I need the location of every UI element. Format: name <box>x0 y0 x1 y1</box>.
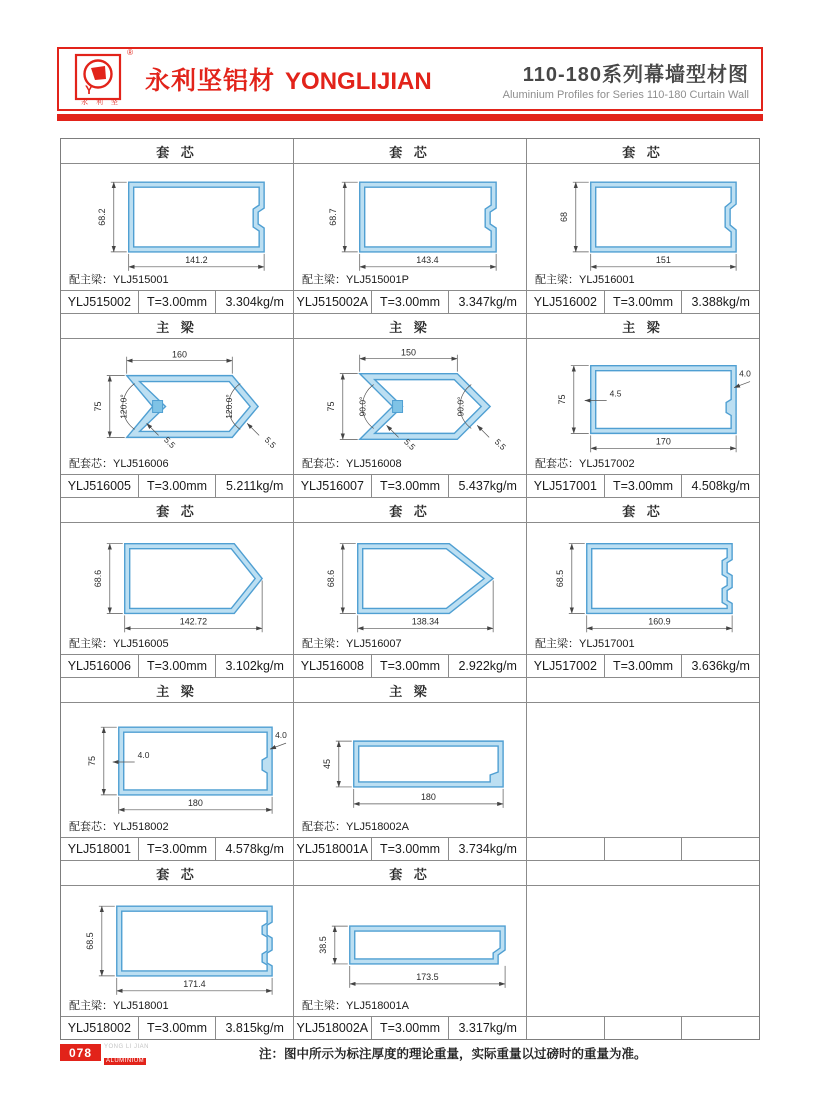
model-cell: YLJ516006 <box>67 659 131 673</box>
page-subtitle: Aluminium Profiles for Series 110-180 Curtain Wall <box>502 88 749 101</box>
page-title: 110-180系列幕墙型材图 <box>522 63 749 86</box>
footer-brand-line2: ALUMINIUM <box>106 1058 145 1064</box>
weight-cell <box>681 1017 759 1039</box>
thickness-cell: T=3.00mm <box>138 475 216 497</box>
profile-cell-ylj518002 <box>61 861 293 1039</box>
brand-name-en: YONGLIJIAN <box>285 68 432 95</box>
dim-height: 45 <box>321 759 332 770</box>
dim-width: 171.4 <box>183 978 206 989</box>
model-cell: YLJ516002 <box>533 295 597 309</box>
profile-drawing <box>61 339 293 474</box>
spec-row <box>294 290 526 313</box>
grid-row-5 <box>61 860 759 1039</box>
footer-note: 注：图中所示为标注厚度的理论重量，实际重量以过磅时的重量为准。 <box>259 1047 647 1061</box>
model-cell: YLJ516007 <box>300 479 364 493</box>
mate-note: 配主梁：YLJ517001 <box>535 638 635 650</box>
thickness-cell: T=3.00mm <box>371 1017 449 1039</box>
thickness-cell: T=3.00mm <box>138 1017 216 1039</box>
dim-angle-right: 120.0° <box>224 394 235 419</box>
profile-cell-ylj518001a <box>293 678 526 860</box>
dim-top-width: 160 <box>172 349 187 360</box>
mate-note: 配套芯：YLJ516006 <box>69 458 169 470</box>
model-cell: YLJ516005 <box>67 479 131 493</box>
thickness-cell: T=3.00mm <box>138 291 216 313</box>
mate-note: 配主梁：YLJ516005 <box>69 638 169 650</box>
model-cell: YLJ517001 <box>533 479 597 493</box>
brand-logo-icon <box>73 48 133 106</box>
cell-title: 主 梁 <box>61 678 293 703</box>
profile-cell-ylj516008 <box>293 498 526 677</box>
dim-height: 68.2 <box>96 208 107 226</box>
brand-name-cn: 永利坚铝材 <box>145 67 276 95</box>
dim-angle-left: 120.0° <box>118 394 129 419</box>
profile-cell-empty-2 <box>526 861 759 1039</box>
mate-note: 配主梁：YLJ515001 <box>69 274 169 286</box>
weight-cell: 3.304kg/m <box>215 291 293 313</box>
thickness-cell <box>604 838 682 860</box>
dim-height: 75 <box>86 756 97 767</box>
dim-top-width: 150 <box>401 347 416 358</box>
thickness-cell: T=3.00mm <box>604 475 682 497</box>
dim-width: 138.34 <box>411 616 440 627</box>
dim-height: 68.7 <box>327 208 338 226</box>
dim-angle-right: 90.0° <box>455 396 466 417</box>
spec-row <box>527 290 759 313</box>
page-number-badge: 078 <box>60 1044 101 1061</box>
dim-width: 180 <box>187 797 203 808</box>
weight-cell: 3.347kg/m <box>448 291 526 313</box>
spec-row <box>61 1016 293 1039</box>
header-red-bar <box>57 114 763 121</box>
profile-drawing <box>61 164 293 290</box>
cell-title: 套 芯 <box>527 139 759 164</box>
mate-note: 配主梁：YLJ516001 <box>535 274 635 286</box>
dim-thickness-right: 4.0 <box>739 368 751 379</box>
weight-cell: 3.317kg/m <box>448 1017 526 1039</box>
dim-height: 75 <box>92 401 103 412</box>
cell-title: 主 梁 <box>61 314 293 339</box>
profile-drawing <box>527 339 759 474</box>
dim-width: 151 <box>655 254 671 265</box>
profile-drawing <box>294 523 526 654</box>
mate-note: 配套芯：YLJ517002 <box>535 458 635 470</box>
dim-width: 180 <box>420 791 436 802</box>
spec-row <box>294 654 526 677</box>
footer <box>60 1044 760 1066</box>
logo-small-chars: 永 利 坚 <box>81 99 121 106</box>
mate-note: 配主梁：YLJ518001A <box>302 1000 409 1012</box>
thickness-cell: T=3.00mm <box>138 838 216 860</box>
cell-title <box>527 861 759 886</box>
weight-cell: 4.578kg/m <box>215 838 293 860</box>
cell-title: 套 芯 <box>61 498 293 523</box>
weight-cell: 5.437kg/m <box>448 475 526 497</box>
mate-note: 配套芯：YLJ518002 <box>69 821 169 833</box>
dim-thickness-right: 4.0 <box>275 730 287 741</box>
cell-title <box>527 678 759 703</box>
mate-note: 配套芯：YLJ518002A <box>302 821 409 833</box>
dim-thickness-left: 4.0 <box>137 750 150 761</box>
registered-mark: ® <box>127 48 133 57</box>
grid-row-4 <box>61 677 759 860</box>
profile-cell-ylj515002 <box>61 139 293 313</box>
spec-row <box>61 837 293 860</box>
dim-height: 75 <box>325 401 336 412</box>
cell-title: 主 梁 <box>527 314 759 339</box>
profile-drawing <box>61 523 293 654</box>
model-cell: YLJ518002 <box>67 1021 131 1035</box>
mate-note: 配套芯：YLJ516008 <box>302 458 402 470</box>
header <box>57 47 763 111</box>
profile-cell-ylj518002a <box>293 861 526 1039</box>
profile-drawing-empty <box>527 886 759 1016</box>
dim-width: 173.5 <box>416 971 439 982</box>
dim-width: 170 <box>655 436 671 447</box>
model-cell: YLJ517002 <box>533 659 597 673</box>
dim-width: 143.4 <box>416 254 439 265</box>
weight-cell: 3.734kg/m <box>448 838 526 860</box>
spec-row <box>294 837 526 860</box>
cell-title: 套 芯 <box>294 861 526 886</box>
spec-row <box>527 654 759 677</box>
profile-grid <box>60 138 760 1040</box>
dim-wall-left: 5.5 <box>162 434 178 451</box>
profile-drawing <box>294 339 526 474</box>
model-cell: YLJ515002 <box>67 295 131 309</box>
weight-cell: 3.815kg/m <box>215 1017 293 1039</box>
profile-cell-ylj517001 <box>526 314 759 497</box>
thickness-cell <box>604 1017 682 1039</box>
cell-title: 套 芯 <box>294 139 526 164</box>
cell-title: 套 芯 <box>61 139 293 164</box>
model-cell: YLJ518001A <box>296 842 369 856</box>
dim-thickness-left: 4.5 <box>609 388 622 399</box>
profile-drawing <box>294 164 526 290</box>
spec-row <box>527 837 759 860</box>
logo-y-letter: Y <box>85 83 94 97</box>
model-cell: YLJ515002A <box>296 295 369 309</box>
profile-drawing <box>61 703 293 837</box>
profile-cell-ylj516002 <box>526 139 759 313</box>
grid-row-3 <box>61 497 759 677</box>
dim-height: 68.5 <box>554 569 565 588</box>
model-cell: YLJ516008 <box>300 659 364 673</box>
spec-row <box>294 1016 526 1039</box>
profile-cell-empty-1 <box>526 678 759 860</box>
dim-height: 68 <box>558 212 569 223</box>
spec-row <box>527 1016 759 1039</box>
dim-wall-right: 5.5 <box>492 436 509 453</box>
spec-row <box>294 474 526 497</box>
dim-height: 75 <box>556 394 567 405</box>
dim-height: 68.5 <box>84 932 95 950</box>
mate-note: 配主梁：YLJ515001P <box>302 274 409 286</box>
weight-cell <box>681 838 759 860</box>
cell-title: 主 梁 <box>294 678 526 703</box>
weight-cell: 3.102kg/m <box>215 655 293 677</box>
grid-row-2 <box>61 313 759 497</box>
dim-wall-right: 5.5 <box>262 434 279 451</box>
weight-cell: 2.922kg/m <box>448 655 526 677</box>
thickness-cell: T=3.00mm <box>371 475 449 497</box>
header-title-block <box>503 58 751 101</box>
dim-width: 160.9 <box>648 616 671 627</box>
spec-row <box>61 290 293 313</box>
mate-note: 配主梁：YLJ518001 <box>69 1000 169 1012</box>
dim-angle-left: 90.0° <box>357 396 368 417</box>
thickness-cell: T=3.00mm <box>138 655 216 677</box>
dim-height: 68.6 <box>92 569 103 588</box>
thickness-cell: T=3.00mm <box>604 291 682 313</box>
profile-cell-ylj518001 <box>61 678 293 860</box>
model-cell: YLJ518002A <box>296 1021 369 1035</box>
spec-row <box>61 654 293 677</box>
brand-name <box>145 61 432 97</box>
grid-row-1 <box>61 139 759 313</box>
thickness-cell: T=3.00mm <box>371 291 449 313</box>
profile-cell-ylj516005 <box>61 314 293 497</box>
dim-width: 142.72 <box>179 616 208 627</box>
footer-brand-line1: YONG LI JIAN <box>104 1044 150 1050</box>
profile-drawing <box>294 886 526 1016</box>
profile-drawing-empty <box>527 703 759 837</box>
weight-cell: 3.636kg/m <box>681 655 759 677</box>
profile-cell-ylj517002 <box>526 498 759 677</box>
dim-wall-left: 5.5 <box>402 436 418 453</box>
cell-title: 套 芯 <box>61 861 293 886</box>
profile-drawing <box>527 523 759 654</box>
mate-note: 配主梁：YLJ516007 <box>302 638 402 650</box>
weight-cell: 5.211kg/m <box>215 475 293 497</box>
dim-height: 38.5 <box>317 936 328 954</box>
model-cell <box>527 838 604 860</box>
thickness-cell: T=3.00mm <box>604 655 682 677</box>
thickness-cell: T=3.00mm <box>371 838 449 860</box>
model-cell: YLJ518001 <box>67 842 131 856</box>
profile-drawing <box>294 703 526 837</box>
thickness-cell: T=3.00mm <box>371 655 449 677</box>
profile-drawing <box>527 164 759 290</box>
dim-width: 141.2 <box>185 254 208 265</box>
dim-height: 68.6 <box>325 569 336 588</box>
footer-brand <box>104 1044 149 1066</box>
cell-title: 主 梁 <box>294 314 526 339</box>
cell-title: 套 芯 <box>527 498 759 523</box>
profile-cell-ylj516007 <box>293 314 526 497</box>
weight-cell: 3.388kg/m <box>681 291 759 313</box>
cell-title: 套 芯 <box>294 498 526 523</box>
model-cell <box>527 1017 604 1039</box>
profile-cell-ylj515002a <box>293 139 526 313</box>
spec-row <box>61 474 293 497</box>
spec-row <box>527 474 759 497</box>
profile-cell-ylj516006 <box>61 498 293 677</box>
weight-cell: 4.508kg/m <box>681 475 759 497</box>
profile-drawing <box>61 886 293 1016</box>
